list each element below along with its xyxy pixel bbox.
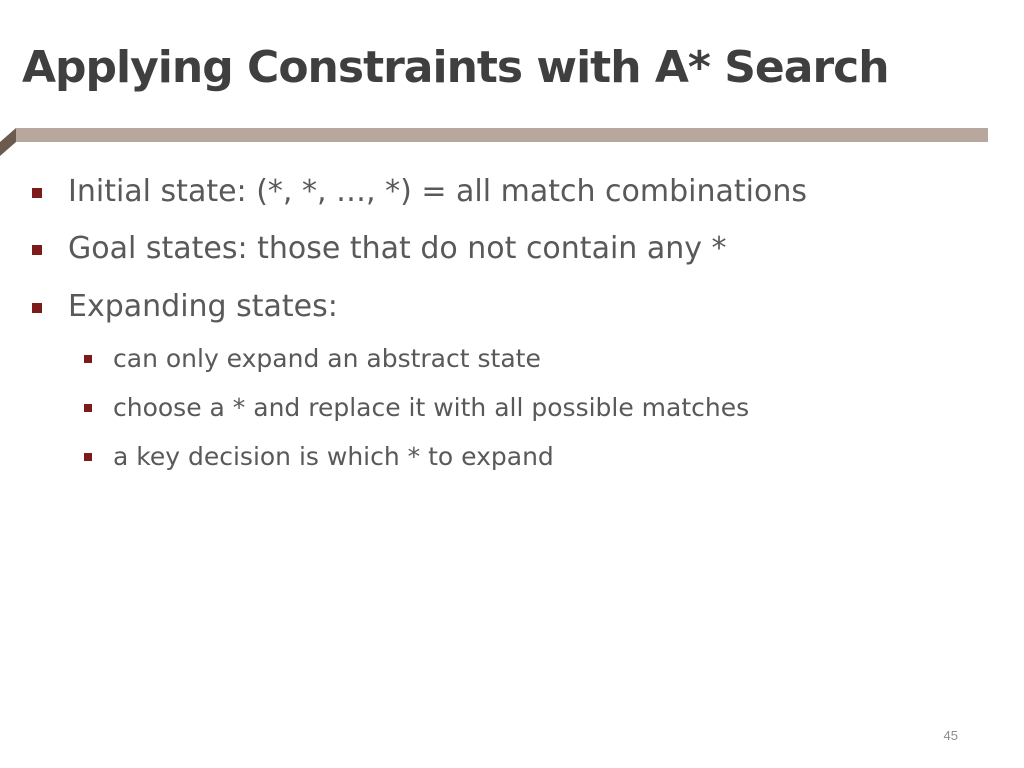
sub-bullet-text: a key decision is which * to expand [113,442,554,471]
bullet-text: Initial state: (*, *, …, *) = all match combinations [68,174,807,209]
page-number: 45 [943,728,958,743]
square-bullet-icon [84,404,92,412]
slide-title: Applying Constraints with A* Search [22,42,889,93]
bullet-text: Expanding states: [68,289,338,324]
square-bullet-icon [32,303,42,313]
square-bullet-icon [32,245,42,255]
sub-bullet-text: can only expand an abstract state [113,344,541,373]
sub-bullet-text: choose a * and replace it with all possible matches [113,393,750,422]
square-bullet-icon [84,453,92,461]
bullet-text: Goal states: those that do not contain any * [68,231,727,266]
square-bullet-icon [84,355,92,363]
square-bullet-icon [32,188,42,198]
